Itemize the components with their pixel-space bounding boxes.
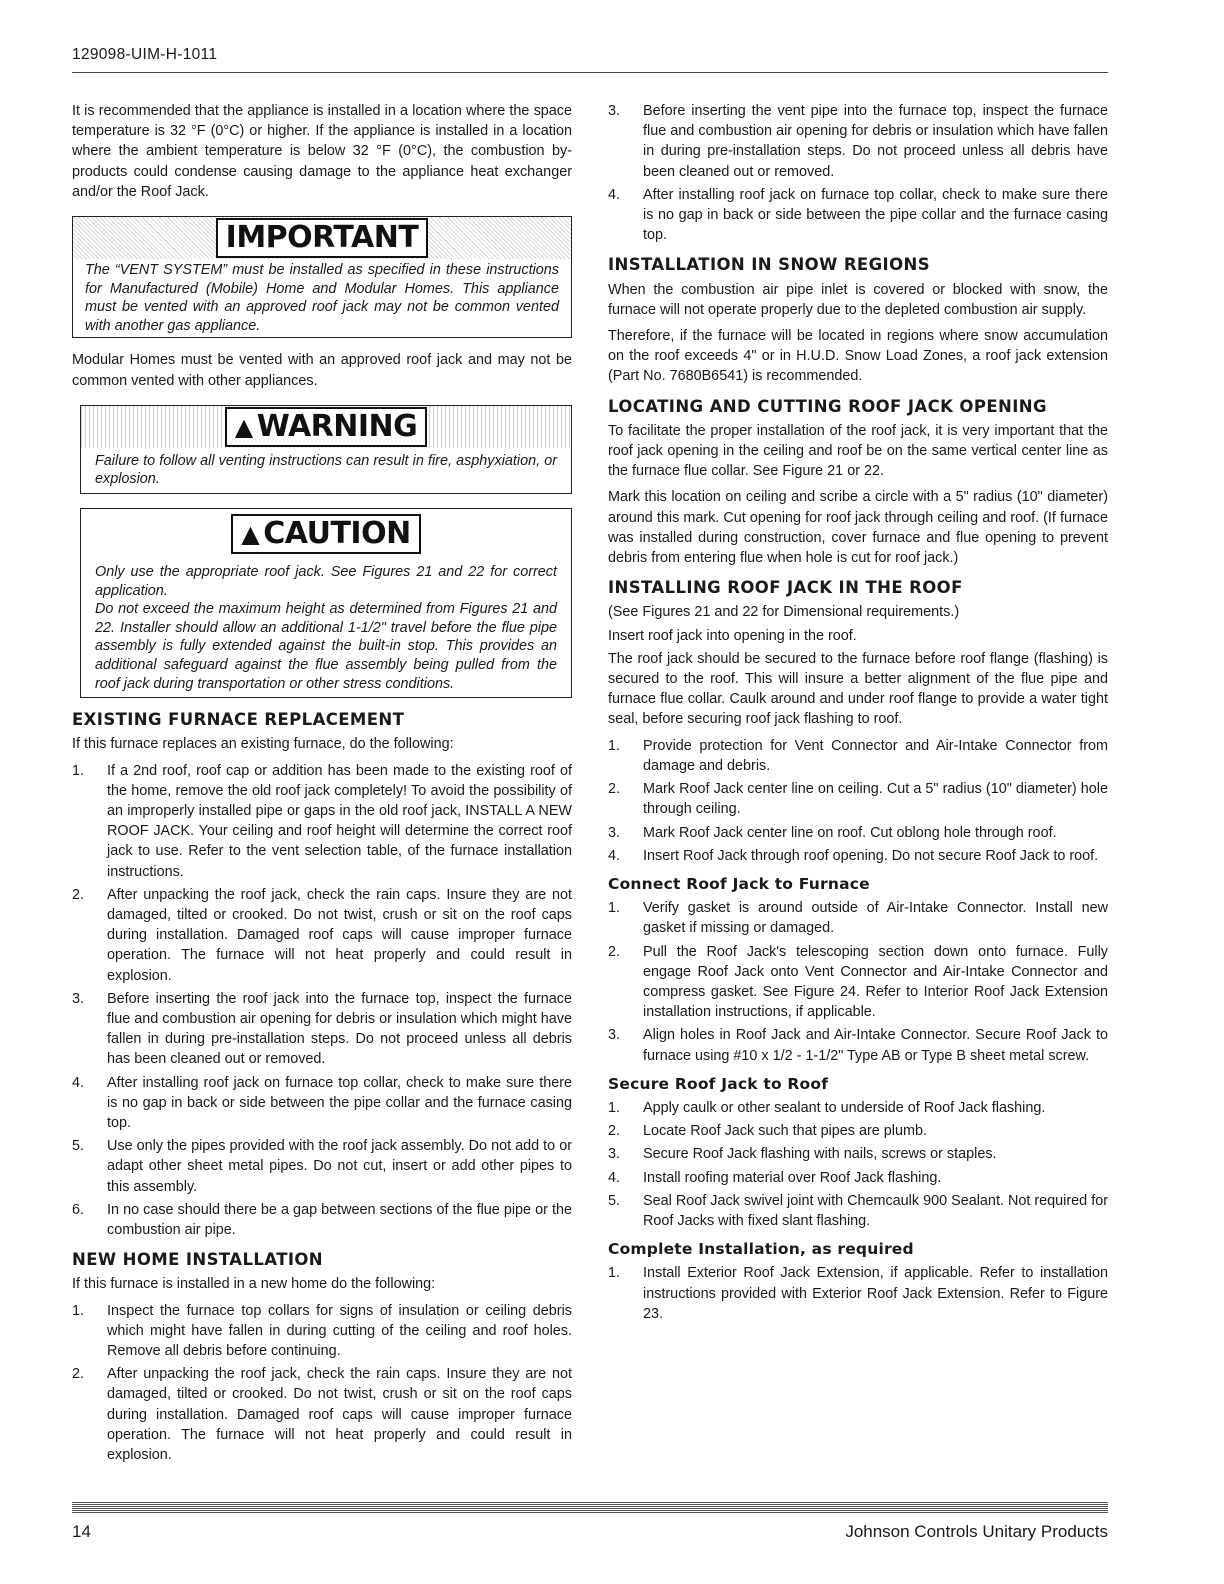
caution-triangle-icon: ▲: [241, 519, 260, 548]
header-rule: [72, 72, 1108, 73]
list-item: 1. Provide protection for Vent Connector and Air-Intake Connector from damage and debris.: [608, 737, 1108, 774]
locating-paragraph-2: Mark this location on ceiling and scribe a circle with a 5" radius (10" diameter) around this mark. Cut opening for roof jack through ceiling and roof. (If furnace was installed during construction, cover furnace and flue opening to prevent debris from entering flue when hole is cut for roof jack.): [608, 489, 1108, 567]
caution-banner: [81, 509, 571, 559]
snow-paragraph-2: Therefore, if the furnace will be located in regions where snow accumulation on the roof exceeds 4" or in H.U.D. Snow Load Zones, a roof jack extension (Part No. 7680B6541) is recommended.: [608, 328, 1108, 385]
list-item: 1. If a 2nd roof, roof cap or addition has been made to the existing roof of the home, remove the old roof jack completely! To avoid the possibility of an improperly installed pipe or gaps in the old roof jack, INSTALL A NEW ROOF JACK. Your ceiling and roof height will determine the correct roof jack to use. Refer to the vent selection table, of the furnace installation instructions.: [72, 762, 572, 880]
connect-heading: Connect Roof Jack to Furnace: [608, 874, 870, 893]
company-name: Johnson Controls Unitary Products: [845, 1522, 1108, 1541]
page-number: 14: [72, 1522, 91, 1541]
warning-triangle-icon: ▲: [234, 412, 253, 441]
installing-paragraph-2: Insert roof jack into opening in the roof.: [608, 627, 857, 644]
caution-text-1: Only use the appropriate roof jack. See Figures 21 and 22 for correct application.: [95, 563, 557, 599]
list-item: 2. Pull the Roof Jack's telescoping section down onto furnace. Fully engage Roof Jack onto Vent Connector and Air-Intake Connector and compress gasket. See Figure 24. Refer to Interior Roof Jack Extension installation instructions, if applicable.: [608, 943, 1108, 1021]
snow-heading: INSTALLATION IN SNOW REGIONS: [608, 255, 931, 275]
new-home-intro: If this furnace is installed in a new home do the following:: [72, 1276, 436, 1293]
warning-label: WARNING: [256, 408, 418, 444]
list-item: 5. Seal Roof Jack swivel joint with Chemcaulk 900 Sealant. Not required for Roof Jacks with fixed slant flashing.: [608, 1192, 1108, 1229]
installing-paragraph-1: (See Figures 21 and 22 for Dimensional requirements.): [608, 604, 960, 621]
list-item: 2. After unpacking the roof jack, check the rain caps. Insure they are not damaged, tilted or crooked. Do not twist, crush or sit on the roof caps during installation. Damaged roof caps will cause improper furnace operation. The furnace will not heat properly and could result in explosion.: [72, 1366, 572, 1464]
list-item: 4. Install roofing material over Roof Jack flashing.: [608, 1169, 942, 1186]
caution-box: [80, 508, 572, 698]
existing-intro: If this furnace replaces an existing furnace, do the following:: [72, 736, 454, 753]
important-banner: [73, 217, 571, 259]
connect-list: [608, 898, 1108, 1066]
snow-paragraph-1: When the combustion air pipe inlet is covered or blocked with snow, the furnace will not operate properly due to the depleted combustion air supply.: [608, 281, 1108, 318]
list-item: 1. Install Exterior Roof Jack Extension, if applicable. Refer to installation instructions provided with Exterior Roof Jack Extension. Refer to Figure 23.: [608, 1265, 1108, 1322]
warning-banner: [81, 406, 571, 448]
continued-list: [608, 101, 1108, 245]
locating-heading: LOCATING AND CUTTING ROOF JACK OPENING: [608, 396, 1047, 416]
complete-heading: Complete Installation, as required: [608, 1240, 914, 1259]
new-home-heading: NEW HOME INSTALLATION: [72, 1250, 324, 1270]
list-item: 3. Secure Roof Jack flashing with nails, screws or staples.: [608, 1146, 997, 1163]
list-item: 6. In no case should there be a gap between sections of the flue pipe or the combustion air pipe.: [72, 1201, 572, 1239]
list-item: 1. Apply caulk or other sealant to underside of Roof Jack flashing.: [608, 1099, 1046, 1116]
installing-list: [608, 736, 1108, 866]
installing-paragraph-3: The roof jack should be secured to the furnace before roof flange (flashing) is secured to the roof. This will insure a better alignment of the flue pipe and furnace flue collar. Caulk around and under roof flange to provide a water tight seal, before securing roof jack flashing to roof.: [608, 650, 1108, 728]
list-item: 2. Locate Roof Jack such that pipes are plumb.: [608, 1123, 927, 1140]
secure-list: [608, 1098, 1108, 1231]
modular-paragraph: Modular Homes must be vented with an approved roof jack and may not be common vented with other appliances.: [72, 352, 572, 389]
warning-text: Failure to follow all venting instructions can result in fire, asphyxiation, or explosion.: [95, 452, 557, 488]
list-item: 1. Inspect the furnace top collars for signs of insulation or ceiling debris which might have fallen in during cutting of the ceiling and roof holes. Remove all debris before continuing.: [72, 1302, 572, 1360]
caution-label: CAUTION: [263, 515, 411, 551]
list-item: 2. Mark Roof Jack center line on ceiling. Cut a 5" radius (10" diameter) hole through ceiling.: [608, 781, 1108, 818]
intro-paragraph: It is recommended that the appliance is installed in a location where the space temperature is 32 °F (0°C) or higher. If the appliance is installed in a location where the ambient temperature is below 32 °F (0°C), the combustion by-products could condense causing damage to the appliance heat exchanger and/or the Roof Jack.: [72, 103, 572, 200]
list-item: 1. Verify gasket is around outside of Air-Intake Connector. Install new gasket if missing or damaged.: [608, 900, 1108, 937]
left-column: [72, 101, 572, 1471]
important-box: [72, 216, 572, 338]
important-label: IMPORTANT: [216, 218, 429, 258]
installing-heading: INSTALLING ROOF JACK IN THE ROOF: [608, 578, 963, 598]
footer-rule: [72, 1502, 1108, 1514]
existing-heading: EXISTING FURNACE REPLACEMENT: [72, 710, 405, 730]
important-text: The “VENT SYSTEM” must be installed as specified in these instructions for Manufactured (Mobile) Home and Modular Homes. This appliance must be vented with an approved roof jack may not be common vented with another gas appliance.: [85, 262, 559, 334]
list-item: 3. Before inserting the vent pipe into the furnace top, inspect the furnace flue and combustion air opening for debris or insulation which have fallen in during pre-installation steps. Do not proceed unless all debris have been cleaned out or removed.: [608, 103, 1108, 180]
list-item: 4. After installing roof jack on furnace top collar, check to make sure there is no gap in back or side between the pipe collar and the furnace casing top.: [608, 186, 1108, 244]
document-id: 129098-UIM-H-1011: [72, 46, 218, 63]
list-item: 3. Mark Roof Jack center line on roof. Cut oblong hole through roof.: [608, 824, 1057, 841]
secure-heading: Secure Roof Jack to Roof: [608, 1074, 829, 1093]
list-item: 2. After unpacking the roof jack, check the rain caps. Insure they are not damaged, tilted or crooked. Do not twist, crush or sit on the roof caps during installation. Damaged roof caps will cause improper furnace operation. The furnace will not heat properly and could result in explosion.: [72, 886, 572, 984]
list-item: 4. After installing roof jack on furnace top collar, check to make sure there is no gap in back or side between the pipe collar and the furnace casing top.: [72, 1074, 572, 1131]
caution-text-2: Do not exceed the maximum height as determined from Figures 21 and 22. Installer should allow an additional 1-1/2" travel before the flue pipe assembly is fully extended against the built-in stop. This provides an additional safeguard against the flue assembly being pulled from the roof jack during transportation or other stress conditions.: [95, 601, 557, 692]
new-home-list: [72, 1301, 572, 1466]
locating-paragraph-1: To facilitate the proper installation of the roof jack, it is very important that the roof jack opening in the ceiling and roof be on the same vertical center line as the furnace flue collar. See Figure 21 or 22.: [608, 422, 1108, 480]
list-item: 5. Use only the pipes provided with the roof jack assembly. Do not add to or adapt other sheet metal pipes. Do not cut, insert or add other pipes to this assembly.: [72, 1138, 572, 1195]
list-item: 4. Insert Roof Jack through roof opening. Do not secure Roof Jack to roof.: [608, 847, 1099, 864]
list-item: 3. Before inserting the roof jack into the furnace top, inspect the furnace flue and combustion air opening for debris or insulation which might have fallen in during pre-installation steps. Do not proceed unless all debris has been cleaned out or removed.: [72, 990, 572, 1068]
existing-list: [72, 761, 572, 1241]
list-item: 3. Align holes in Roof Jack and Air-Intake Connector. Secure Roof Jack to furnace using #10 x 1/2 - 1-1/2" Type AB or Type B sheet metal screw.: [608, 1027, 1108, 1064]
right-column: [608, 101, 1108, 1330]
warning-box: [80, 405, 572, 494]
complete-list: [608, 1263, 1108, 1324]
